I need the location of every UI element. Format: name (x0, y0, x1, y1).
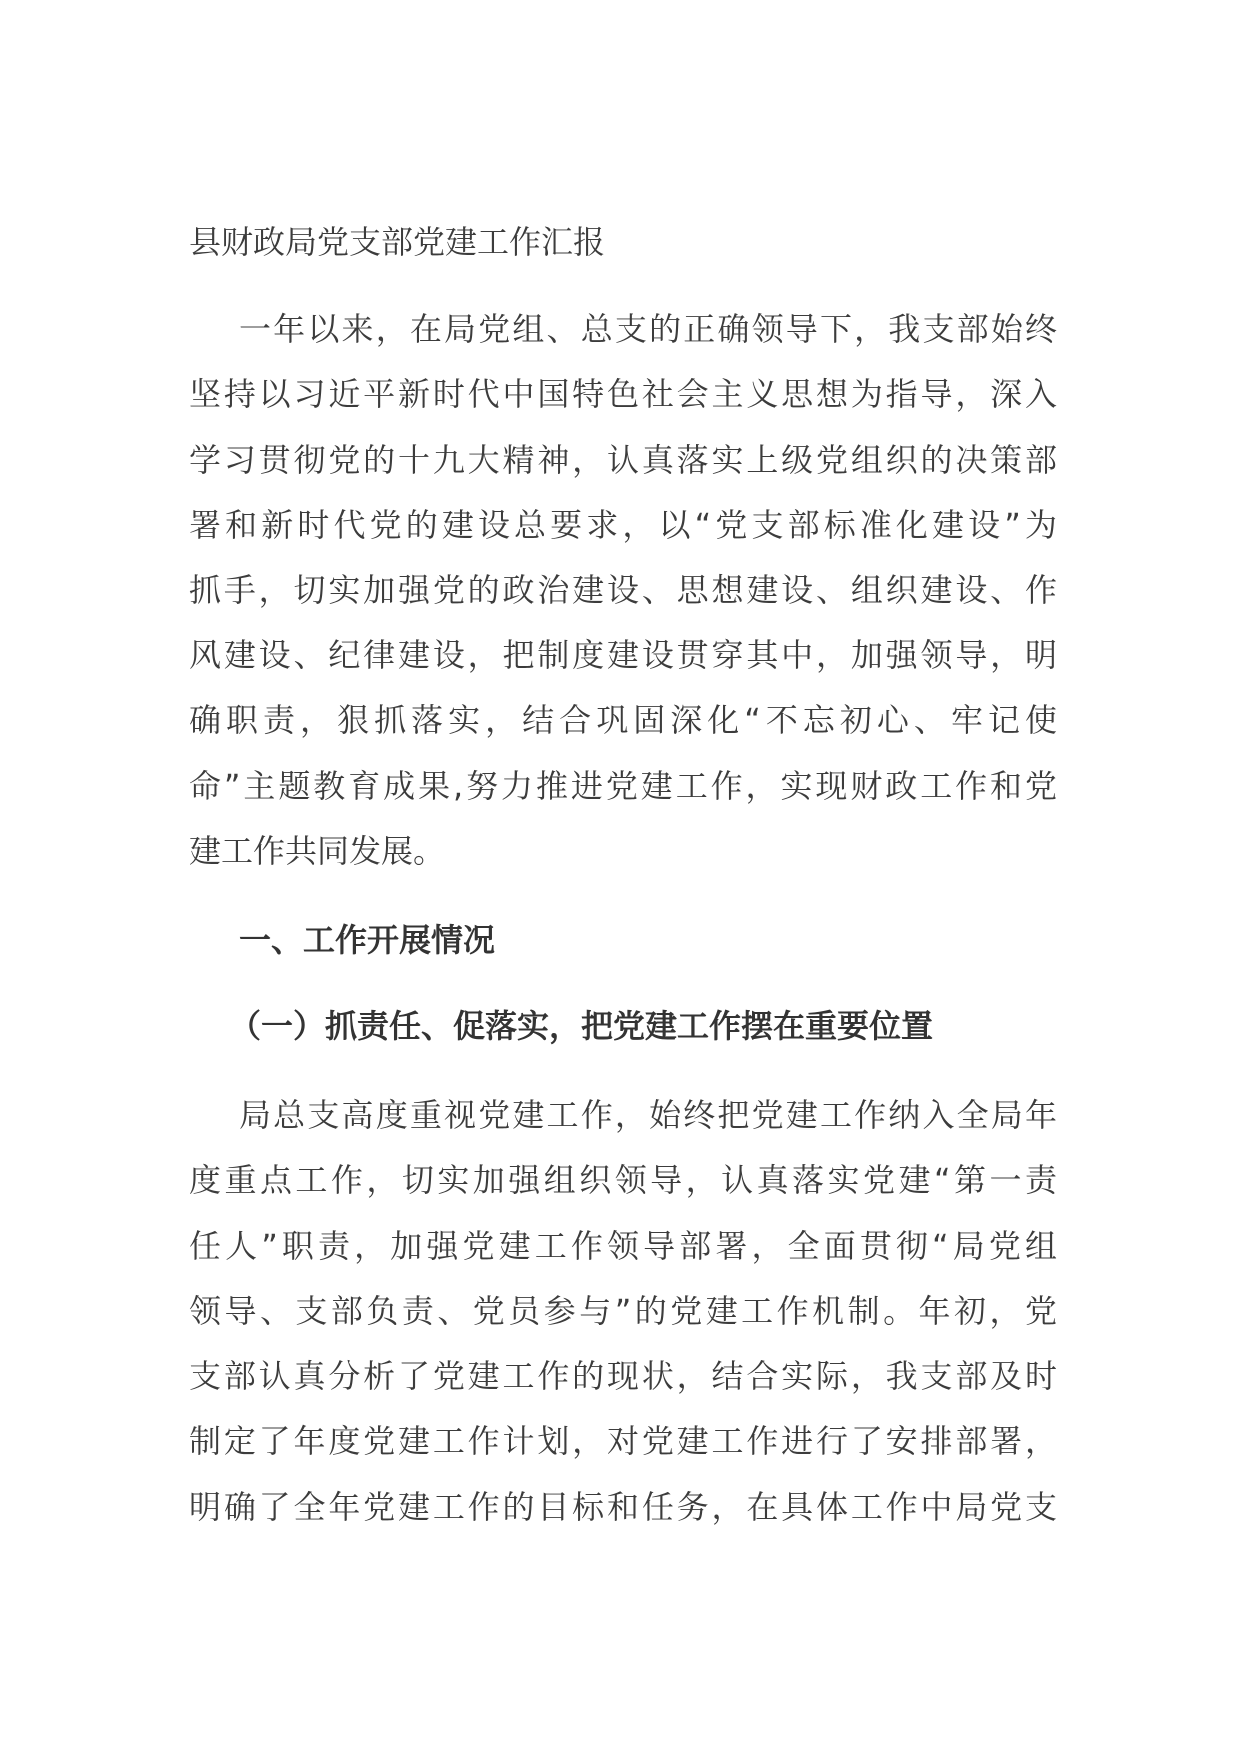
text-line: 命”主题教育成果,努力推进党建工作，实现财政工作和党 (189, 767, 1057, 805)
text-line: 任人”职责，加强党建工作领导部署，全面贯彻“局党组 (189, 1227, 1057, 1265)
section-heading: 一、工作开展情况 (239, 921, 496, 959)
document-title: 县财政局党支部党建工作汇报 (189, 223, 606, 261)
text-line: 署和新时代党的建设总要求，以“党支部标准化建设”为 (189, 506, 1057, 544)
text-line: 度重点工作，切实加强组织领导，认真落实党建“第一责 (189, 1161, 1057, 1199)
text-line: 制定了年度党建工作计划，对党建工作进行了安排部署， (189, 1422, 1057, 1460)
text-line: 明确了全年党建工作的目标和任务，在具体工作中局党支 (189, 1488, 1057, 1526)
text-line: 学习贯彻党的十九大精神，认真落实上级党组织的决策部 (189, 441, 1057, 479)
text-line: 建工作共同发展。 (189, 832, 446, 870)
text-line: 确职责，狠抓落实，结合巩固深化“不忘初心、牢记使 (189, 701, 1057, 739)
text-line: 抓手，切实加强党的政治建设、思想建设、组织建设、作 (189, 571, 1057, 609)
subsection-heading: （一）抓责任、促落实，把党建工作摆在重要位置 (229, 1007, 934, 1045)
text-line: 一年以来，在局党组、总支的正确领导下，我支部始终 (239, 310, 1057, 348)
text-line: 支部认真分析了党建工作的现状，结合实际，我支部及时 (189, 1357, 1057, 1395)
text-line: 风建设、纪律建设，把制度建设贯穿其中，加强领导，明 (189, 636, 1057, 674)
text-line: 坚持以习近平新时代中国特色社会主义思想为指导，深入 (189, 375, 1057, 413)
text-line: 领导、支部负责、党员参与”的党建工作机制。年初，党 (189, 1292, 1057, 1330)
text-line: 局总支高度重视党建工作，始终把党建工作纳入全局年 (239, 1096, 1057, 1134)
